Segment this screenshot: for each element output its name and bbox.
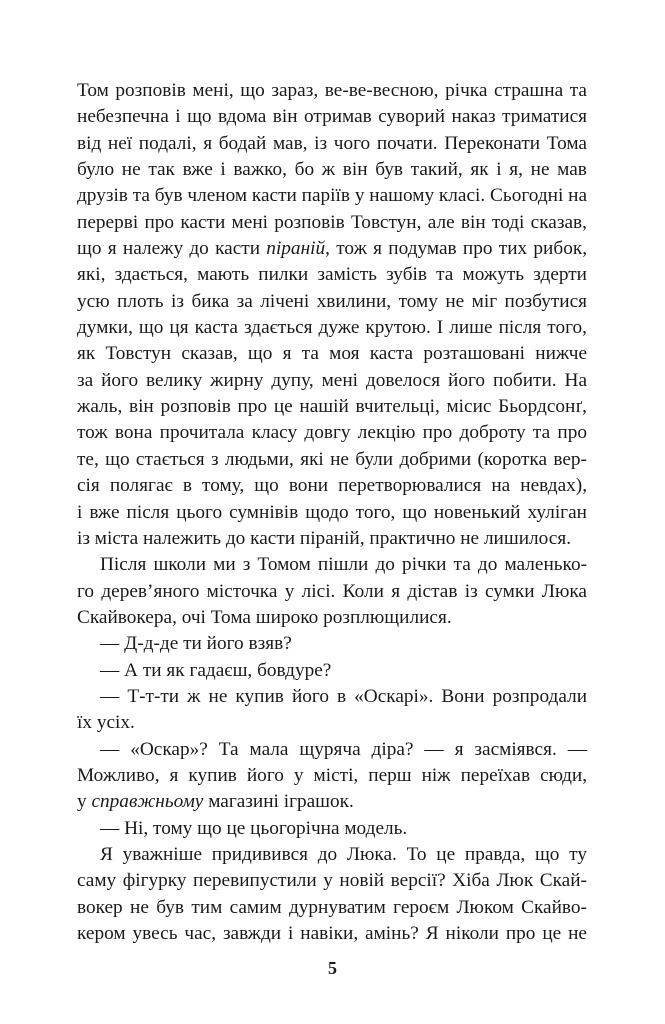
text-line: — Т-т-ти ж не купив його в «Оскарі». Вони розпродали [100,685,588,707]
text-line: Після школи ми з Томом пішли до річки та до маленько- [100,554,588,576]
italic-emphasis: піраній [266,238,326,260]
text-line: Можливо, я купив його у місті, перш ніж переїхав сюди, [77,764,588,786]
text-line: — «Оскар»? Та мала щуряча діра? — я засміявся. — [100,738,587,760]
text-line: думки, що ця каста здається дуже крутою. І лише після того, [77,317,587,339]
text-line: кером увесь час, завжди і навіки, амінь? Я ніколи про це не [77,923,587,944]
text-line: Скайвокера, очі Тома широко розплющилися. [77,606,452,628]
text-line: у справжньому магазині іграшок. [77,791,354,813]
text-line: що я належу до касти піраній, тож я подумав про тих рибок, [77,238,588,260]
text-line: за його велику жирну дупу, мені довелося його побити. На [77,369,588,391]
text-line: — Ні, тому що це цьогорічна модель. [100,817,408,839]
text-line: як Товстун сказав, що я та моя каста розташовані нижче [77,343,587,365]
text-line: сія полягає в тому, що вони перетворювалися на невдах), [77,475,588,497]
text-line: із міста належить до касти піраній, практично не лишилося. [77,527,572,549]
text-line: усю плоть із бика за лічені хвилини, тому не міг позбутися [77,290,588,312]
text-line: друзів та був членом касти паріїв у нашому класі. Сьогодні на [77,185,588,207]
text-line: тож вона прочитала класу довгу лекцію про доброту та про [77,422,588,444]
text-line: від неї подалі, я бодай мав, із чого почати. Переконати Тома [77,132,587,154]
text-line: їх усіх. [77,712,135,734]
text-line: вокер не був тим самим дурнуватим героєм Люком Скайво- [77,896,587,918]
text-line: жаль, він розповів про це нашій вчительці, місис Бьордсонґ, [77,396,587,418]
italic-emphasis: справжньому [91,791,204,813]
text-line: саму фігурку перевипустили у новій версії? Хіба Люк Скай- [77,870,587,892]
text-line: Я уважніше придивився до Люка. То це правда, що ту [100,843,587,865]
text-line: — А ти як гадаєш, бовдуре? [100,659,332,681]
text-line: те, що стається з людьми, які не були добрими (коротка вер- [77,448,587,470]
text-line: було не так вже і важко, бо ж він був такий, як і я, не мав [77,159,587,181]
text-line: і вже після цього сумнівів щодо того, що новенький хуліган [77,501,587,523]
text-line: — Д-д-де ти його взяв? [100,633,292,655]
text-line: Том розповів мені, що зараз, ве-ве-весною, річка страшна та [77,80,587,101]
text-line: які, здається, мають пилки замість зубів та можуть здерти [77,264,588,286]
text-line: перерві про касти мені розповів Товстун, але він тоді сказав, [77,211,587,233]
text-line: небезпечна і що вдома він отримав суворий наказ триматися [77,106,587,128]
text-line: го дерев’яного місточка у лісі. Коли я дістав із сумки Люка [77,580,587,602]
page-number: 5 [328,958,337,978]
body-text [77,78,587,947]
